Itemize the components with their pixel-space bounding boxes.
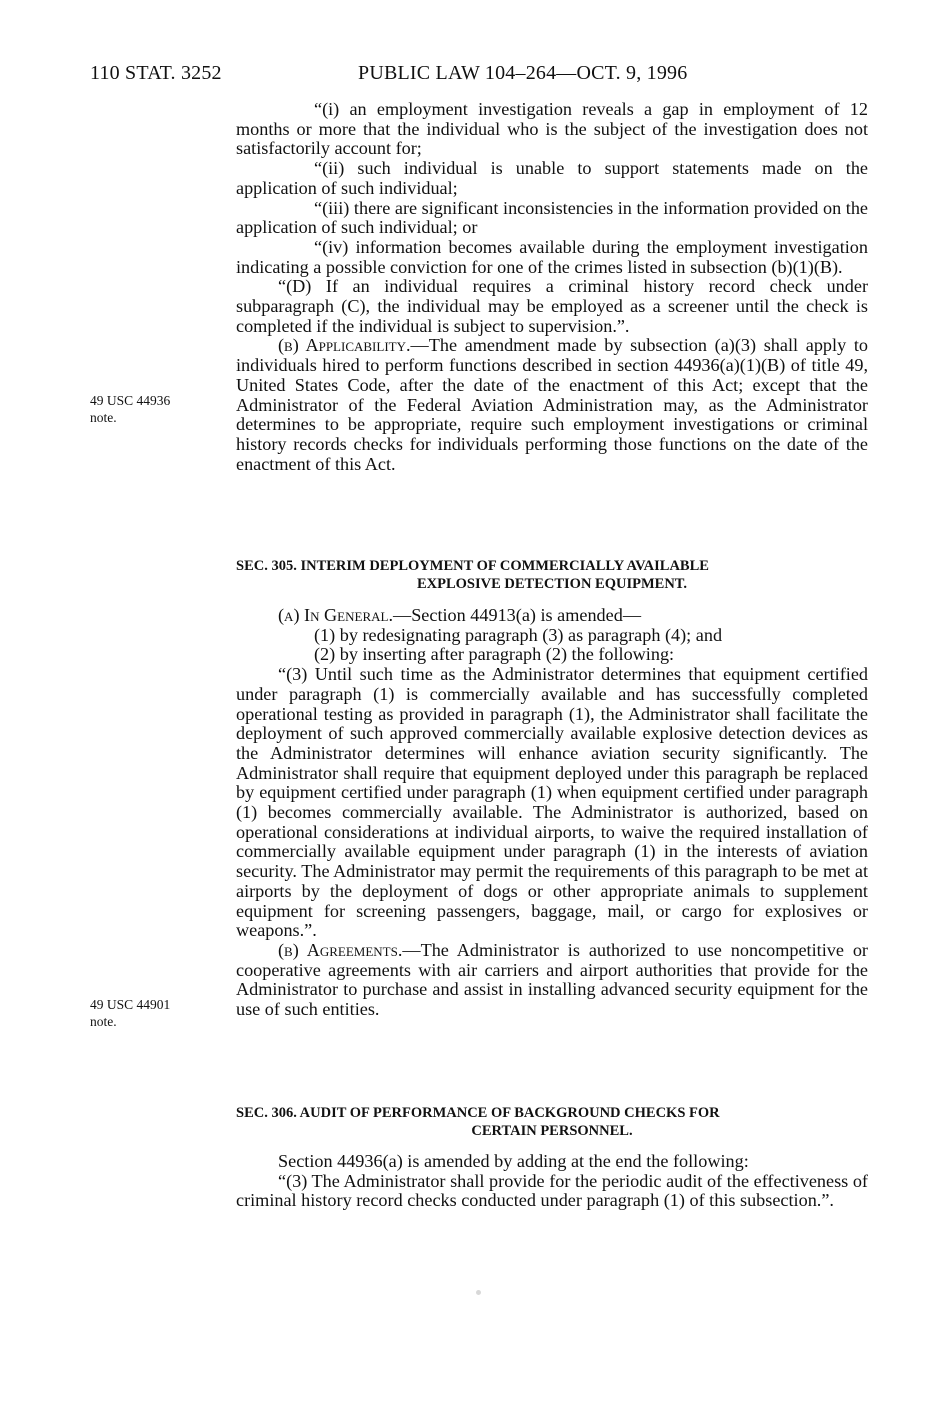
clause-iii: “(iii) there are significant inconsistencies in the information provided on the application of such individual; or bbox=[236, 197, 868, 238]
margin-note-1 bbox=[90, 392, 170, 426]
clause-i: “(i) an employment investigation reveals a gap in employment of 12 months or more that the individual who is the subject of the investigation does not satisfactorily account for; bbox=[236, 99, 868, 159]
subsection-b-applicability bbox=[236, 336, 868, 474]
subsection-a-in-general bbox=[236, 606, 868, 626]
sec-305-heading-line1: SEC. 305. INTERIM DEPLOYMENT OF COMMERCIALLY AVAILABLE bbox=[236, 558, 709, 574]
new-paragraph-3: “(3) Until such time as the Administrator determines that equipment certified under paragraph (1) is commercially available and has successfully completed operational testing as provided in paragraph (1), the Administrator shall facilitate the deployment of such approved commercially available explosive detection devices as the Administrator determines will enhance aviation security significantly. The Administrator shall require that equipment deployed under this paragraph be replaced by equipment certified under paragraph (1) when equipment certified under paragraph (1) becomes commercially available. The Administrator is authorized, based on operational considerations at individual airports, to waive the required installation of commercially available equipment under paragraph (1) in the interests of aviation security. The Administrator may permit the requirements of this paragraph to be met at airports by the deployment of dogs or other appropriate animals to supplement equipment for screening passengers, baggage, mail, or cargo for explosives or weapons.”. bbox=[236, 664, 868, 941]
sec-305-heading-line2: EXPLOSIVE DETECTION EQUIPMENT. bbox=[416, 576, 688, 592]
in-general-heading: (a) In General. bbox=[278, 605, 393, 625]
sec-306-body bbox=[236, 1152, 868, 1211]
sec-306-paragraph-3: “(3) The Administrator shall provide for the periodic audit of the effectiveness of criminal history record checks conducted under paragraph (1) of this subsection.”. bbox=[236, 1170, 868, 1211]
sec-306-amendment: Section 44936(a) is amended by adding at the end the following: bbox=[278, 1151, 749, 1171]
margin-note-label: note. bbox=[90, 1014, 117, 1029]
margin-note-2 bbox=[90, 996, 170, 1030]
subparagraph-d: “(D) If an individual requires a criminal history record check under subparagraph (C), the individual may be employed as a screener until the check is completed if the individual is subject to supervision.”. bbox=[236, 276, 868, 336]
subsection-b-agreements bbox=[236, 941, 868, 1020]
sec-305-body bbox=[236, 606, 868, 1020]
in-general-text: —Section 44913(a) is amended— bbox=[393, 605, 642, 625]
public-law-title: PUBLIC LAW 104–264—OCT. 9, 1996 bbox=[358, 62, 688, 84]
sec-306-heading bbox=[236, 1104, 868, 1140]
sec-305-heading bbox=[236, 557, 868, 593]
sec-306-heading-line2: CERTAIN PERSONNEL. bbox=[471, 1123, 633, 1139]
clause-ii: “(ii) such individual is unable to support statements made on the application of such individual; bbox=[236, 158, 868, 198]
clause-iv: “(iv) information becomes available during the employment investigation indicating a possible conviction for one of the crimes listed in subsection (b)(1)(B). bbox=[236, 236, 868, 277]
amendment-item-2: (2) by inserting after paragraph (2) the following: bbox=[314, 644, 675, 665]
applicability-text: —The amendment made by subsection (a)(3) shall apply to individuals hired to perform functions described in section 44936(a)(1)(B) of title 49, United States Code, after the date of the enactment of this Act; except that the Administrator of the Federal Aviation Administration may, as the Administrator determines to be appropriate, require such employment investigations or criminal history records checks for individuals performing those functions on the date of the enactment of this Act. bbox=[236, 335, 868, 474]
sec-306-heading-line1: SEC. 306. AUDIT OF PERFORMANCE OF BACKGROUND CHECKS FOR bbox=[236, 1105, 720, 1121]
margin-note-cite: 49 USC 44901 bbox=[90, 997, 171, 1012]
agreements-heading: (b) Agreements. bbox=[278, 939, 403, 960]
section-304-continuation bbox=[236, 100, 868, 474]
stat-citation: 110 STAT. 3252 bbox=[90, 62, 222, 84]
applicability-heading: (b) Applicability. bbox=[278, 335, 411, 356]
margin-note-cite: 49 USC 44936 bbox=[90, 393, 171, 408]
agreements-text: —The Administrator is authorized to use noncompetitive or cooperative agreements with air carriers and airport authorities that provide for the Administrator to purchase and assist in installing advanced security equipment for the use of such entities. bbox=[236, 939, 868, 1020]
scan-artifact-dot bbox=[476, 1290, 481, 1295]
amendment-item-1: (1) by redesignating paragraph (3) as paragraph (4); and bbox=[314, 624, 723, 645]
margin-note-label: note. bbox=[90, 410, 117, 425]
